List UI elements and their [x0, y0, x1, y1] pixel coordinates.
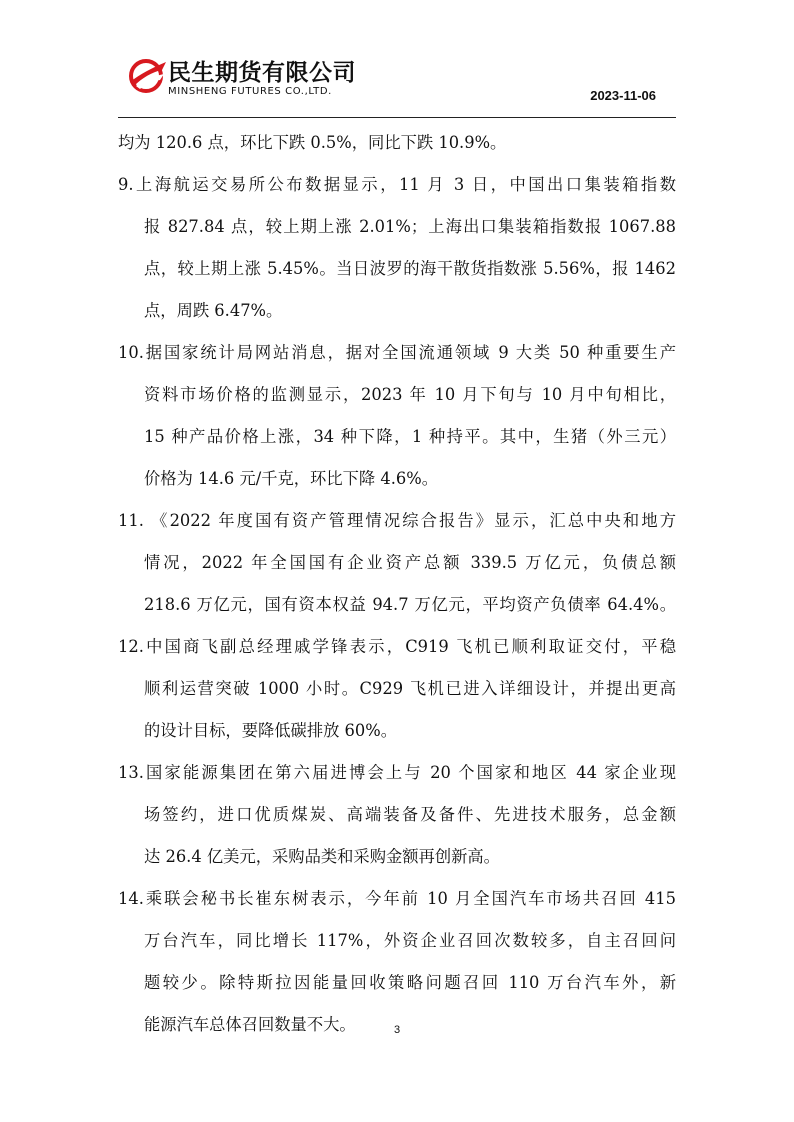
page-number: 3	[393, 1024, 401, 1036]
header-divider	[118, 117, 676, 118]
company-name-cn: 民生期货有限公司	[168, 60, 356, 86]
item-12-line: 的设计目标，要降低碳排放 60%。	[144, 721, 398, 740]
item-11-line: 情况，2022 年全国国有企业资产总额 339.5 万亿元，负债总额	[144, 553, 676, 572]
item-14-line: 题较少。除特斯拉因能量回收策略问题召回 110 万台汽车外，新	[144, 973, 676, 992]
minsheng-logo-icon	[126, 56, 168, 94]
report-date: 2023-11-06	[590, 88, 656, 103]
item-14-line: 万台汽车，同比增长 117%，外资企业召回次数较多，自主召回问	[144, 931, 676, 950]
page-header	[118, 52, 676, 118]
item-10-line: 15 种产品价格上涨，34 种下降，1 种持平。其中，生猪（外三元）	[144, 427, 676, 446]
item-11-line: 11. 《2022 年度国有资产管理情况综合报告》显示，汇总中央和地方	[118, 511, 676, 530]
item-10-line: 价格为 14.6 元/千克，环比下降 4.6%。	[144, 469, 439, 488]
item-13-line: 13.国家能源集团在第六届进博会上与 20 个国家和地区 44 家企业现	[118, 763, 676, 782]
item-9-line: 9.上海航运交易所公布数据显示，11 月 3 日，中国出口集装箱指数	[118, 175, 676, 194]
news-body	[118, 122, 676, 1046]
item-9-line: 点，较上期上涨 5.45%。当日波罗的海干散货指数涨 5.56%，报 1462	[144, 259, 676, 278]
item-13-line: 达 26.4 亿美元，采购品类和采购金额再创新高。	[144, 847, 500, 866]
item-14-line: 14.乘联会秘书长崔东树表示，今年前 10 月全国汽车市场共召回 415	[118, 889, 676, 908]
text-line: 均为 120.6 点，环比下跌 0.5%，同比下跌 10.9%。	[118, 133, 507, 152]
company-name-en: MINSHENG FUTURES CO.,LTD.	[168, 86, 332, 97]
item-14-line: 能源汽车总体召回数量不大。	[144, 1015, 356, 1034]
item-12-line: 顺利运营突破 1000 小时。C929 飞机已进入详细设计，并提出更高	[144, 679, 676, 698]
item-9-line: 报 827.84 点，较上期上涨 2.01%；上海出口集装箱指数报 1067.88	[144, 217, 676, 236]
item-10-line: 资料市场价格的监测显示，2023 年 10 月下旬与 10 月中旬相比，	[144, 385, 676, 404]
item-9-line: 点，周跌 6.47%。	[144, 301, 283, 320]
item-11-line: 218.6 万亿元，国有资本权益 94.7 万亿元，平均资产负债率 64.4%。	[144, 595, 676, 614]
item-13-line: 场签约，进口优质煤炭、高端装备及备件、先进技术服务，总金额	[144, 805, 676, 824]
item-12-line: 12.中国商飞副总经理戚学锋表示，C919 飞机已顺利取证交付，平稳	[118, 637, 676, 656]
item-10-line: 10.据国家统计局网站消息，据对全国流通领域 9 大类 50 种重要生产	[118, 343, 676, 362]
